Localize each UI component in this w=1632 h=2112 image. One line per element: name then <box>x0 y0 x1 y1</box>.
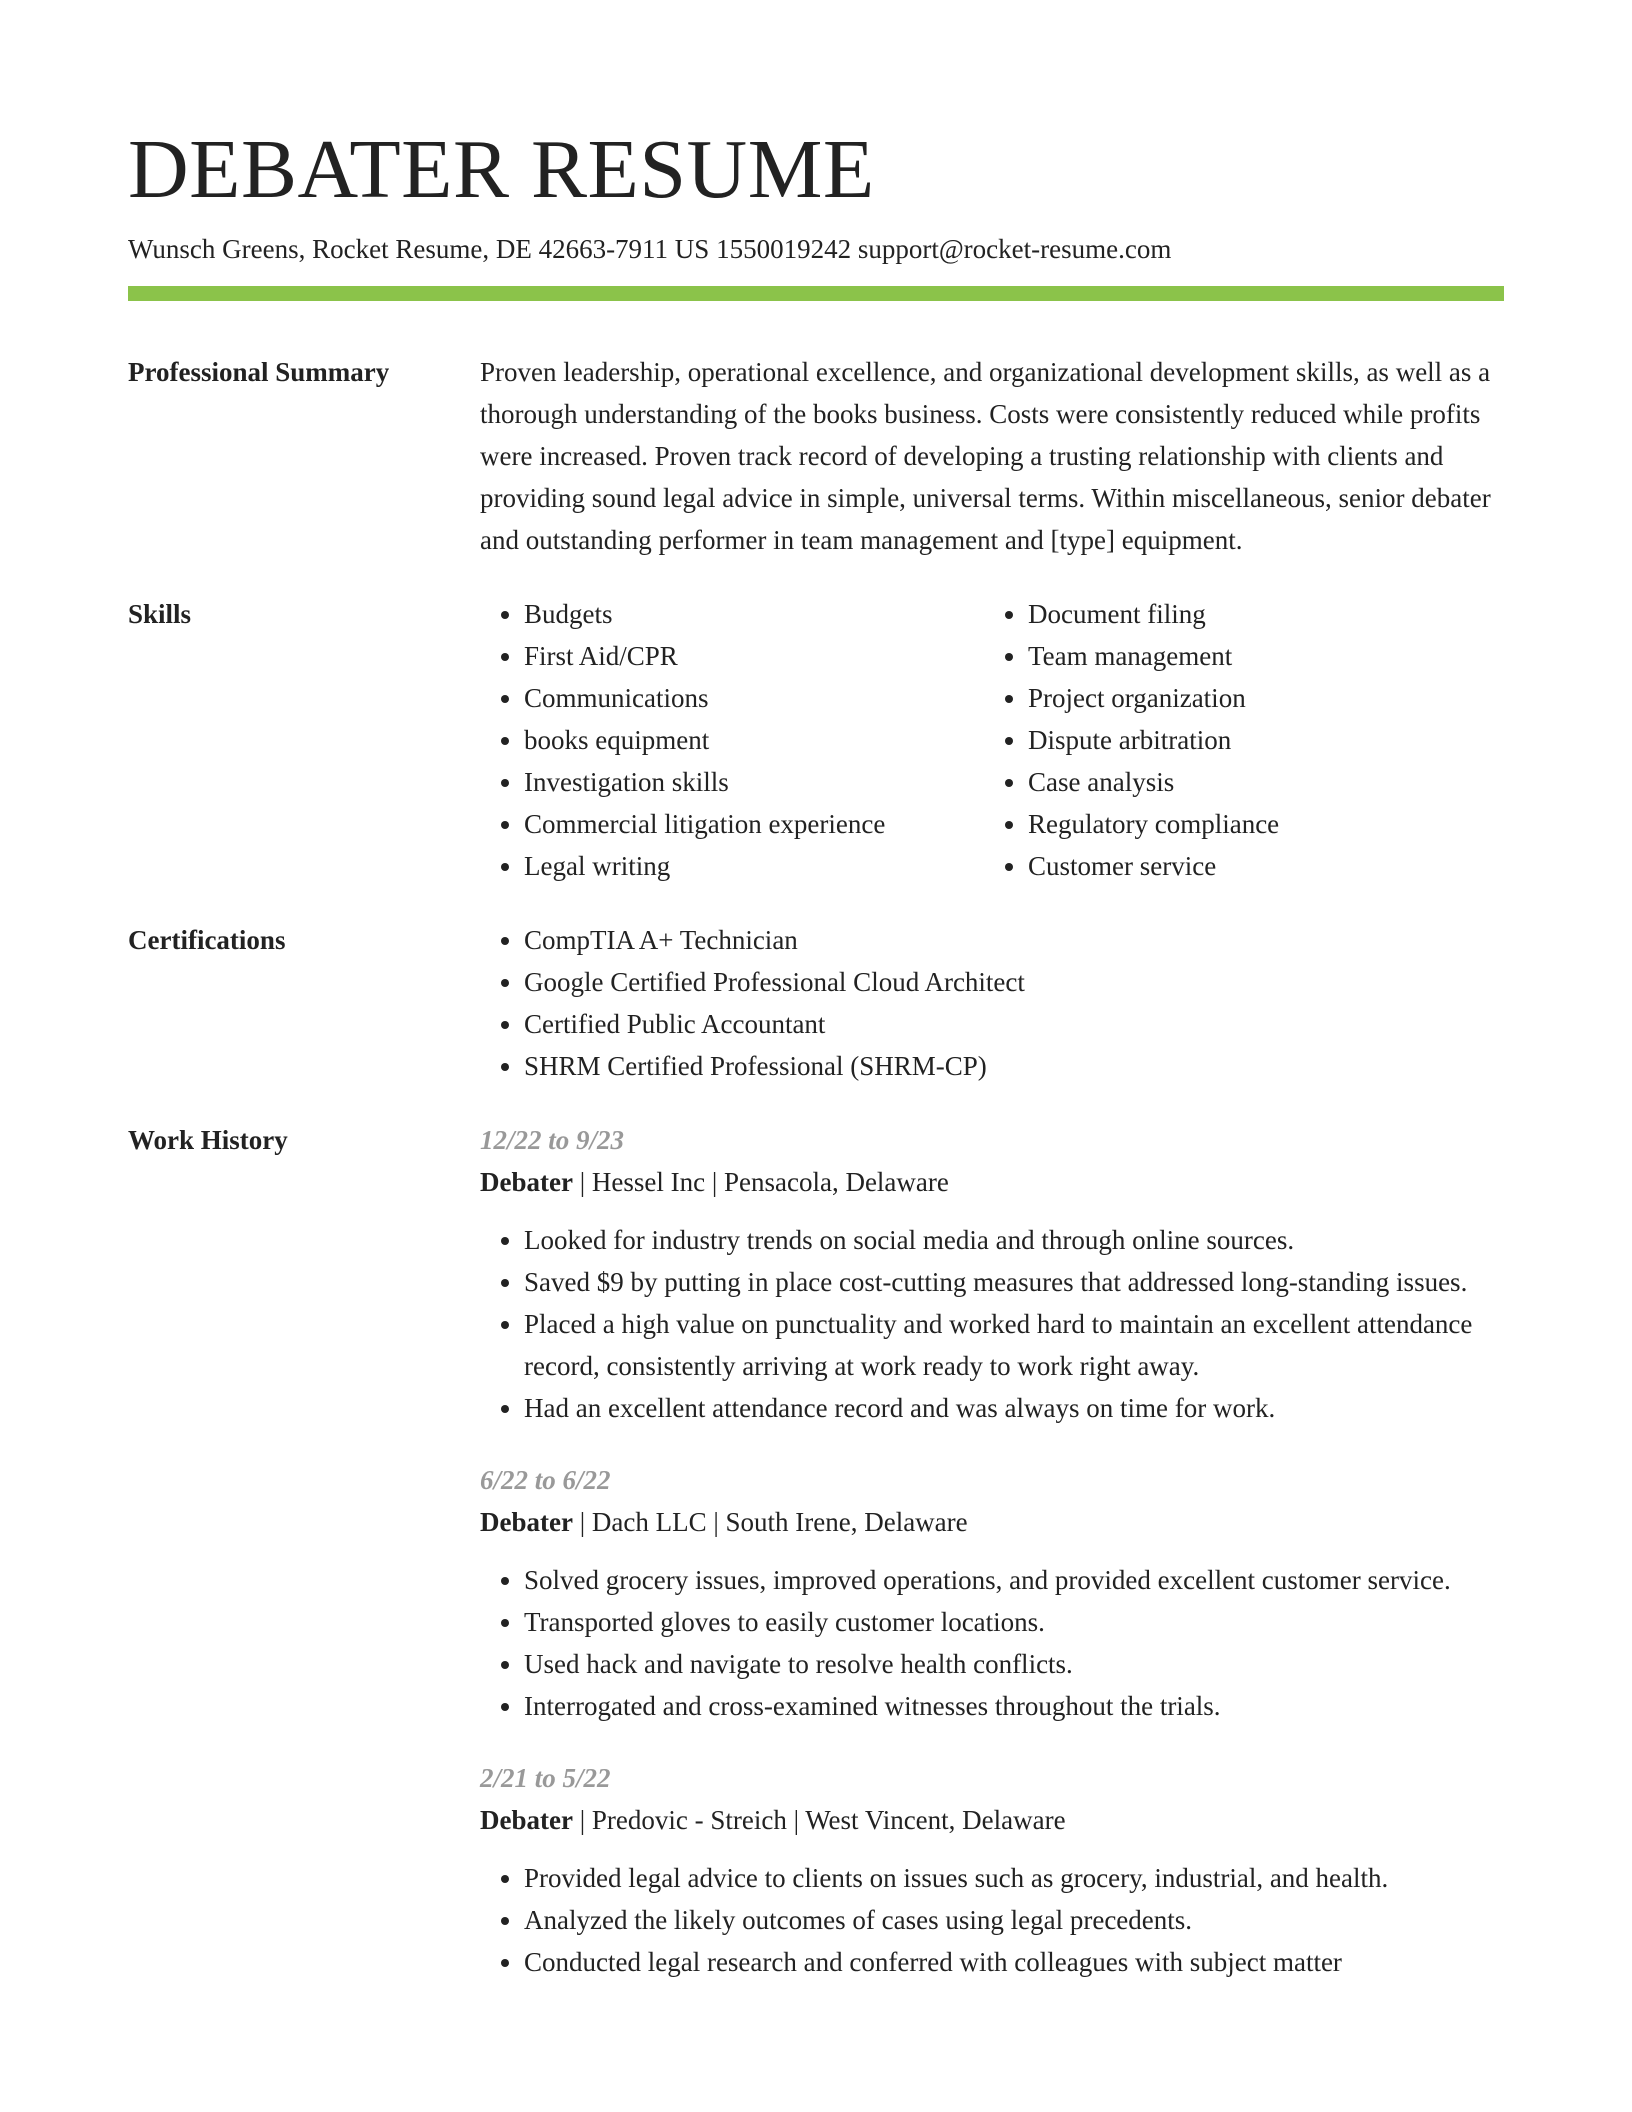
skills-list-right <box>984 593 1548 887</box>
skill-item: • Investigation skills <box>524 761 984 803</box>
job-entry <box>480 1119 1504 1429</box>
accent-divider <box>128 286 1504 301</box>
skill-item: • Legal writing <box>524 845 984 887</box>
contact-line: Wunsch Greens, Rocket Resume, DE 42663-7911 US 1550019242 support@rocket-resume.com <box>128 234 1172 264</box>
job-heading <box>480 1161 1504 1203</box>
summary-text: Proven leadership, operational excellence, and organizational development skills, as well as a thorough understanding of the books business. Costs were consistently reduced while profits were increased. Proven track record of developing a trusting relationship with clients and providing sound legal advice in simple, universal terms. Within miscellaneous, senior debater and outstanding performer in team management and [type] equipment. <box>480 357 1491 555</box>
skill-item: • Customer service <box>1028 845 1548 887</box>
skill-item: • Communications <box>524 677 984 719</box>
summary-section <box>128 351 1504 561</box>
skills-label: Skills <box>128 599 192 629</box>
summary-body <box>480 351 1504 561</box>
job-details: | Dach LLC | South Irene, Delaware <box>572 1507 968 1537</box>
job-bullet: • Conducted legal research and conferred with colleagues with subject matter <box>524 1941 1504 1983</box>
certification-item: • Google Certified Professional Cloud Architect <box>524 961 1504 1003</box>
job-bullet: • Solved grocery issues, improved operations, and provided excellent customer service. <box>524 1559 1504 1601</box>
resume-sections <box>128 351 1504 2045</box>
job-bullets <box>480 1219 1504 1429</box>
job-details: | Predovic - Streich | West Vincent, Delaware <box>572 1805 1066 1835</box>
skill-item: • Project organization <box>1028 677 1548 719</box>
job-bullet: • Placed a high value on punctuality and worked hard to maintain an excellent attendance record, consistently arriving at work ready to work right away. <box>524 1303 1504 1387</box>
skill-item: • Budgets <box>524 593 984 635</box>
job-details: | Hessel Inc | Pensacola, Delaware <box>572 1167 949 1197</box>
skill-item: • books equipment <box>524 719 984 761</box>
skill-item: • Commercial litigation experience <box>524 803 984 845</box>
job-dates: 6/22 to 6/22 <box>480 1465 611 1495</box>
skill-item: • Dispute arbitration <box>1028 719 1548 761</box>
work-history-section <box>128 1119 1504 2013</box>
certifications-body <box>480 919 1504 1087</box>
skill-item: • First Aid/CPR <box>524 635 984 677</box>
job-bullet: • Interrogated and cross-examined witnesses throughout the trials. <box>524 1685 1504 1727</box>
certifications-label: Certifications <box>128 925 286 955</box>
job-bullet: • Saved $9 by putting in place cost-cutting measures that addressed long-standing issues. <box>524 1261 1504 1303</box>
certification-item: • CompTIA A+ Technician <box>524 919 1504 961</box>
resume-title: DEBATER RESUME <box>128 123 875 216</box>
job-bullet: • Analyzed the likely outcomes of cases using legal precedents. <box>524 1899 1504 1941</box>
job-title: Debater <box>480 1507 573 1537</box>
job-bullets <box>480 1559 1504 1727</box>
certifications-section <box>128 919 1504 1087</box>
job-dates: 12/22 to 9/23 <box>480 1125 625 1155</box>
job-bullet: • Transported gloves to easily customer locations. <box>524 1601 1504 1643</box>
work-history-body <box>480 1119 1504 2013</box>
skills-list-left <box>480 593 984 887</box>
skill-item: • Document filing <box>1028 593 1548 635</box>
job-entry <box>480 1459 1504 1727</box>
skill-item: • Team management <box>1028 635 1548 677</box>
skills-section <box>128 593 1504 887</box>
job-bullets <box>480 1857 1504 1983</box>
work-history-label: Work History <box>128 1125 288 1155</box>
skill-item: • Case analysis <box>1028 761 1548 803</box>
job-bullet: • Had an excellent attendance record and was always on time for work. <box>524 1387 1504 1429</box>
job-title: Debater <box>480 1805 573 1835</box>
summary-label: Professional Summary <box>128 357 390 387</box>
job-heading <box>480 1501 1504 1543</box>
job-dates: 2/21 to 5/22 <box>480 1763 611 1793</box>
job-bullet: • Provided legal advice to clients on issues such as grocery, industrial, and health. <box>524 1857 1504 1899</box>
certification-item: • Certified Public Accountant <box>524 1003 1504 1045</box>
job-title: Debater <box>480 1167 573 1197</box>
certifications-list <box>480 919 1504 1087</box>
skills-body <box>480 593 1504 887</box>
job-entry <box>480 1757 1504 1983</box>
skill-item: • Regulatory compliance <box>1028 803 1548 845</box>
job-heading <box>480 1799 1504 1841</box>
certification-item: • SHRM Certified Professional (SHRM-CP) <box>524 1045 1504 1087</box>
job-bullet: • Looked for industry trends on social media and through online sources. <box>524 1219 1504 1261</box>
job-bullet: • Used hack and navigate to resolve health conflicts. <box>524 1643 1504 1685</box>
